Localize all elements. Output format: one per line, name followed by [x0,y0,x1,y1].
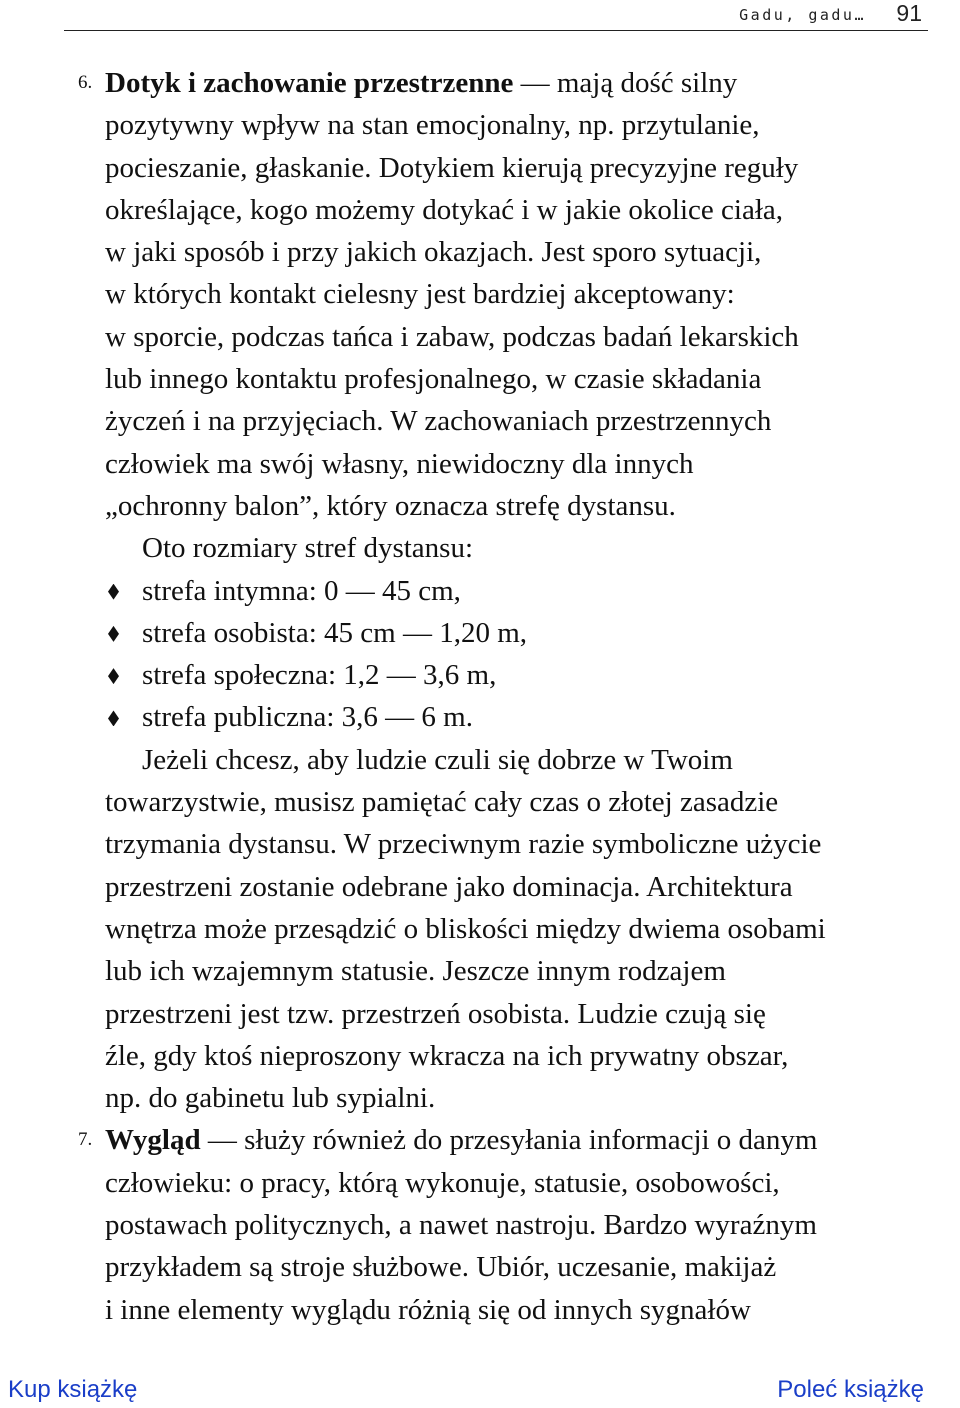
list-item-6 [78,62,875,1119]
diamond-bullet-icon [108,710,119,726]
text-line: przestrzeni zostanie odebrane jako dominacja. Architektura [105,870,793,903]
page-body [78,62,875,1331]
recommend-book-link[interactable]: Poleć książkę [777,1376,924,1403]
list-item [105,654,875,696]
item-number: 6. [78,72,93,93]
text-line: pozytywny wpływ na stan emocjonalny, np. przytulanie, [105,109,760,142]
running-title: Gadu, gadu… [739,6,866,24]
text-line: lub innego kontaktu profesjonalnego, w czasie składania [105,363,762,396]
text-line: człowiek ma swój własny, niewidoczny dla innych [105,447,694,480]
text-line: w których kontakt cielesny jest bardziej akceptowany: [105,278,735,311]
item-term: Dotyk i zachowanie przestrzenne [105,67,514,99]
diamond-bullet-icon [108,626,119,642]
text-line: wnętrza może przesądzić o bliskości między dwiema osobami [105,912,826,945]
list-item [105,612,875,654]
distance-zones-list [105,570,875,739]
text-line: np. do gabinetu lub sypialni. [105,1082,436,1115]
page-number: 91 [896,0,922,26]
text-line: w jaki sposób i przy jakich okazjach. Jest sporo sytuacji, [105,236,762,269]
item-paragraph [105,62,875,527]
zones-intro: Oto rozmiary stref dystansu: [142,532,474,565]
text-line: określające, kogo możemy dotykać i w jakie okolice ciała, [105,193,784,226]
text-line: lub ich wzajemnym statusie. Jeszcze innym rodzajem [105,955,726,988]
text-line: towarzystwie, musisz pamiętać cały czas o złotej zasadzie [105,786,779,819]
zone-text: strefa publiczna: 3,6 — 6 m. [142,701,473,734]
closing-paragraph [105,739,875,1120]
text-line: życzeń i na przyjęciach. W zachowaniach przestrzennych [105,405,772,438]
zone-text: strefa społeczna: 1,2 — 3,6 m, [142,659,497,692]
page-header [64,0,928,31]
text-line: służy również do przesyłania informacji o danym [244,1124,818,1157]
text-line: i inne elementy wyglądu różnią się od innych sygnałów [105,1293,751,1326]
text-line: pocieszanie, głaskanie. Dotykiem kierują precyzyjne reguły [105,151,799,184]
item-number: 7. [78,1129,93,1151]
text-line: mają dość silny [556,67,738,99]
text-line: przykładem są stroje służbowe. Ubiór, uczesanie, makijaż [105,1251,777,1284]
item-term: Wygląd [105,1124,201,1157]
em-dash: — [200,1124,245,1157]
text-line: trzymania dystansu. W przeciwnym razie symboliczne użycie [105,828,822,861]
zone-text: strefa intymna: 0 — 45 cm, [142,574,461,607]
diamond-bullet-icon [108,584,119,600]
text-line: źle, gdy ktoś nieproszony wkracza na ich prywatny obszar, [105,1039,789,1072]
buy-book-link[interactable]: Kup książkę [8,1376,138,1403]
em-dash: — [513,67,557,99]
list-item-7 [78,1119,875,1330]
text-line: człowieku: o pracy, którą wykonuje, statusie, osobowości, [105,1166,780,1199]
list-item [105,570,875,612]
diamond-bullet-icon [108,668,119,684]
text-line: przestrzeni jest tzw. przestrzeń osobista. Ludzie czują się [105,997,766,1030]
text-line: Jeżeli chcesz, aby ludzie czuli się dobrze w Twoim [142,743,733,776]
item-paragraph [105,1119,875,1330]
zone-text: strefa osobista: 45 cm — 1,20 m, [142,616,528,649]
text-line: w sporcie, podczas tańca i zabaw, podczas badań lekarskich [105,320,799,353]
text-line: postawach politycznych, a nawet nastroju. Bardzo wyraźnym [105,1209,817,1242]
text-line: „ochronny balon”, który oznacza strefę dystansu. [105,489,676,522]
list-item [105,696,875,738]
